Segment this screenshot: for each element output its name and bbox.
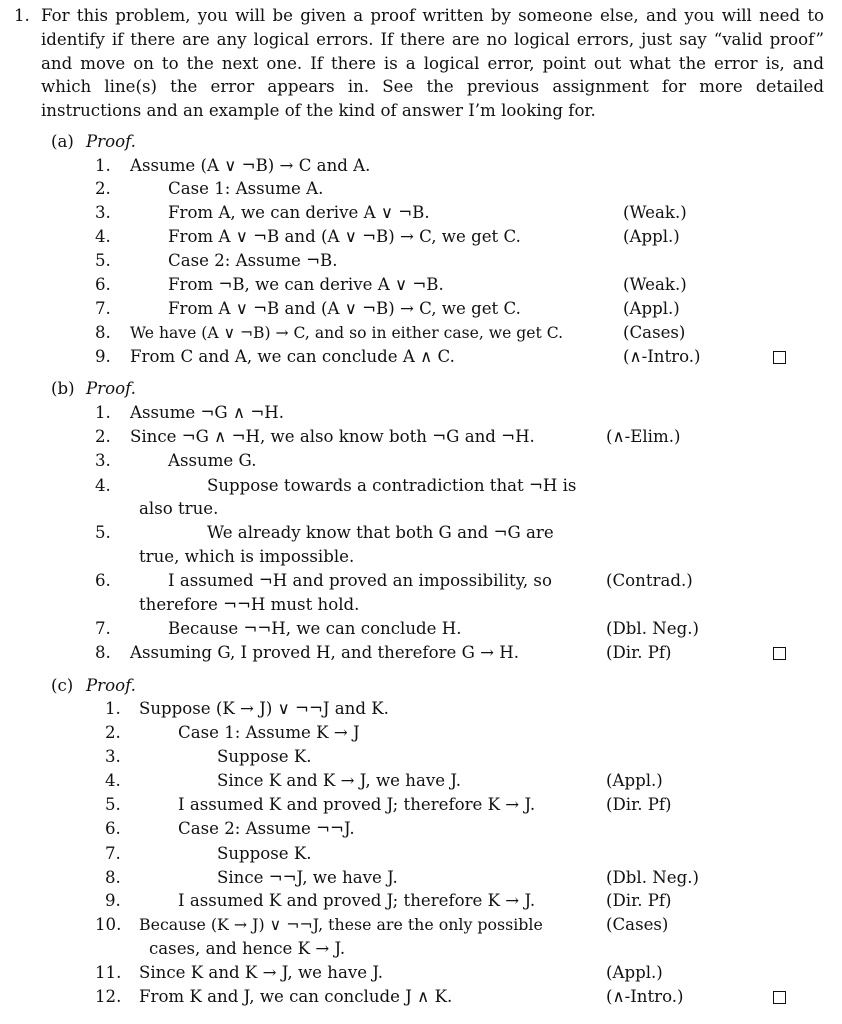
- proof-line: I assumed K and proved J; therefore K → J.: [178, 891, 536, 910]
- proof-line: Case 1: Assume K → J: [178, 723, 360, 742]
- proof-line-continuation: true, which is impossible.: [139, 547, 355, 566]
- line-number: 7.: [95, 299, 111, 318]
- line-number: 7.: [95, 619, 111, 638]
- justification: (Appl.): [623, 227, 680, 246]
- line-number: 6.: [95, 571, 111, 590]
- justification: (Cases): [623, 323, 686, 342]
- proof-line: Suppose K.: [217, 747, 312, 766]
- proof-line: Assuming G, I proved H, and therefore G → H.: [130, 643, 520, 662]
- line-number: 8.: [105, 868, 121, 887]
- qed-box: [773, 647, 786, 660]
- proof-line: Because (K → J) ∨ ¬¬J, these are the only possible: [139, 915, 543, 934]
- line-number: 5.: [105, 795, 121, 814]
- justification: (Dbl. Neg.): [606, 619, 699, 638]
- proof-line: Since K and K → J, we have J.: [139, 963, 383, 982]
- line-number: 9.: [95, 347, 111, 366]
- proof-line: Since ¬G ∧ ¬H, we also know both ¬G and ¬H.: [130, 427, 535, 446]
- proof-line: Suppose K.: [217, 844, 312, 863]
- justification: (Appl.): [606, 963, 663, 982]
- proof-line: Suppose (K → J) ∨ ¬¬J and K.: [139, 699, 389, 718]
- qed-box: [773, 991, 786, 1004]
- line-number: 7.: [105, 844, 121, 863]
- proof-line: From C and A, we can conclude A ∧ C.: [130, 347, 455, 366]
- proof-title: Proof.: [86, 379, 136, 398]
- line-number: 5.: [95, 523, 111, 542]
- proof-line: From ¬B, we can derive A ∨ ¬B.: [168, 275, 444, 294]
- line-number: 11.: [95, 963, 122, 982]
- proof-line: Since ¬¬J, we have J.: [217, 868, 398, 887]
- proof-line: From A ∨ ¬B and (A ∨ ¬B) → C, we get C.: [168, 227, 521, 246]
- proof-line: I assumed ¬H and proved an impossibility, so: [168, 571, 552, 590]
- justification: (Dbl. Neg.): [606, 868, 699, 887]
- line-number: 3.: [105, 747, 121, 766]
- part-label: (a): [51, 132, 74, 151]
- line-number: 2.: [105, 723, 121, 742]
- line-number: 8.: [95, 323, 111, 342]
- justification: (Contrad.): [606, 571, 693, 590]
- line-number: 9.: [105, 891, 121, 910]
- part-label: (b): [51, 379, 75, 398]
- proof-title: Proof.: [86, 132, 136, 151]
- part-label: (c): [51, 676, 74, 695]
- line-number: 1.: [95, 403, 111, 422]
- problem-number: 1.: [14, 6, 30, 25]
- proof-line: Assume (A ∨ ¬B) → C and A.: [130, 156, 371, 175]
- line-number: 8.: [95, 643, 111, 662]
- problem-statement: [14, 4, 824, 123]
- proof-line: Because ¬¬H, we can conclude H.: [168, 619, 462, 638]
- proof-line: Case 1: Assume A.: [168, 179, 324, 198]
- proof-title: Proof.: [86, 676, 136, 695]
- proof-line: Suppose towards a contradiction that ¬H is: [207, 476, 577, 495]
- proof-line: Case 2: Assume ¬B.: [168, 251, 338, 270]
- line-number: 2.: [95, 179, 111, 198]
- justification: (Appl.): [623, 299, 680, 318]
- proof-line: We already know that both G and ¬G are: [207, 523, 554, 542]
- line-number: 6.: [95, 275, 111, 294]
- proof-line: From A, we can derive A ∨ ¬B.: [168, 203, 430, 222]
- line-number: 12.: [95, 987, 122, 1006]
- justification: (Cases): [606, 915, 669, 934]
- line-number: 4.: [95, 227, 111, 246]
- proof-line: Assume ¬G ∧ ¬H.: [130, 403, 285, 422]
- line-number: 1.: [95, 156, 111, 175]
- justification: (Weak.): [623, 203, 687, 222]
- proof-line-continuation: also true.: [139, 499, 219, 518]
- justification: (∧-Intro.): [606, 987, 684, 1006]
- proof-line-continuation: cases, and hence K → J.: [149, 939, 346, 958]
- justification: (∧-Elim.): [606, 427, 681, 446]
- proof-line: Case 2: Assume ¬¬J.: [178, 819, 355, 838]
- qed-box: [773, 351, 786, 364]
- line-number: 4.: [105, 771, 121, 790]
- proof-line: We have (A ∨ ¬B) → C, and so in either case, we get C.: [130, 324, 564, 342]
- line-number: 3.: [95, 203, 111, 222]
- proof-line: From K and J, we can conclude J ∧ K.: [139, 987, 453, 1006]
- proof-line: I assumed K and proved J; therefore K → J.: [178, 795, 536, 814]
- justification: (∧-Intro.): [623, 347, 701, 366]
- justification: (Dir. Pf): [606, 795, 672, 814]
- line-number: 2.: [95, 427, 111, 446]
- problem-intro: For this problem, you will be given a proof written by someone else, and you will need to identify if there are any logical errors. If there are no logical errors, just say “valid proof” and move on to the next one. If there is a logical error, point out what the error is, and which line(s) the error appears in. See the previous assignment for more detailed instructions and an example of the kind of answer I’m looking for.: [41, 6, 824, 121]
- justification: (Dir. Pf): [606, 643, 672, 662]
- proof-line: Since K and K → J, we have J.: [217, 771, 461, 790]
- proof-line: From A ∨ ¬B and (A ∨ ¬B) → C, we get C.: [168, 299, 521, 318]
- justification: (Dir. Pf): [606, 891, 672, 910]
- line-number: 5.: [95, 251, 111, 270]
- line-number: 4.: [95, 476, 111, 495]
- proof-line-continuation: therefore ¬¬H must hold.: [139, 595, 360, 614]
- justification: (Appl.): [606, 771, 663, 790]
- line-number: 6.: [105, 819, 121, 838]
- line-number: 10.: [95, 915, 122, 934]
- line-number: 1.: [105, 699, 121, 718]
- line-number: 3.: [95, 451, 111, 470]
- proof-line: Assume G.: [168, 451, 257, 470]
- justification: (Weak.): [623, 275, 687, 294]
